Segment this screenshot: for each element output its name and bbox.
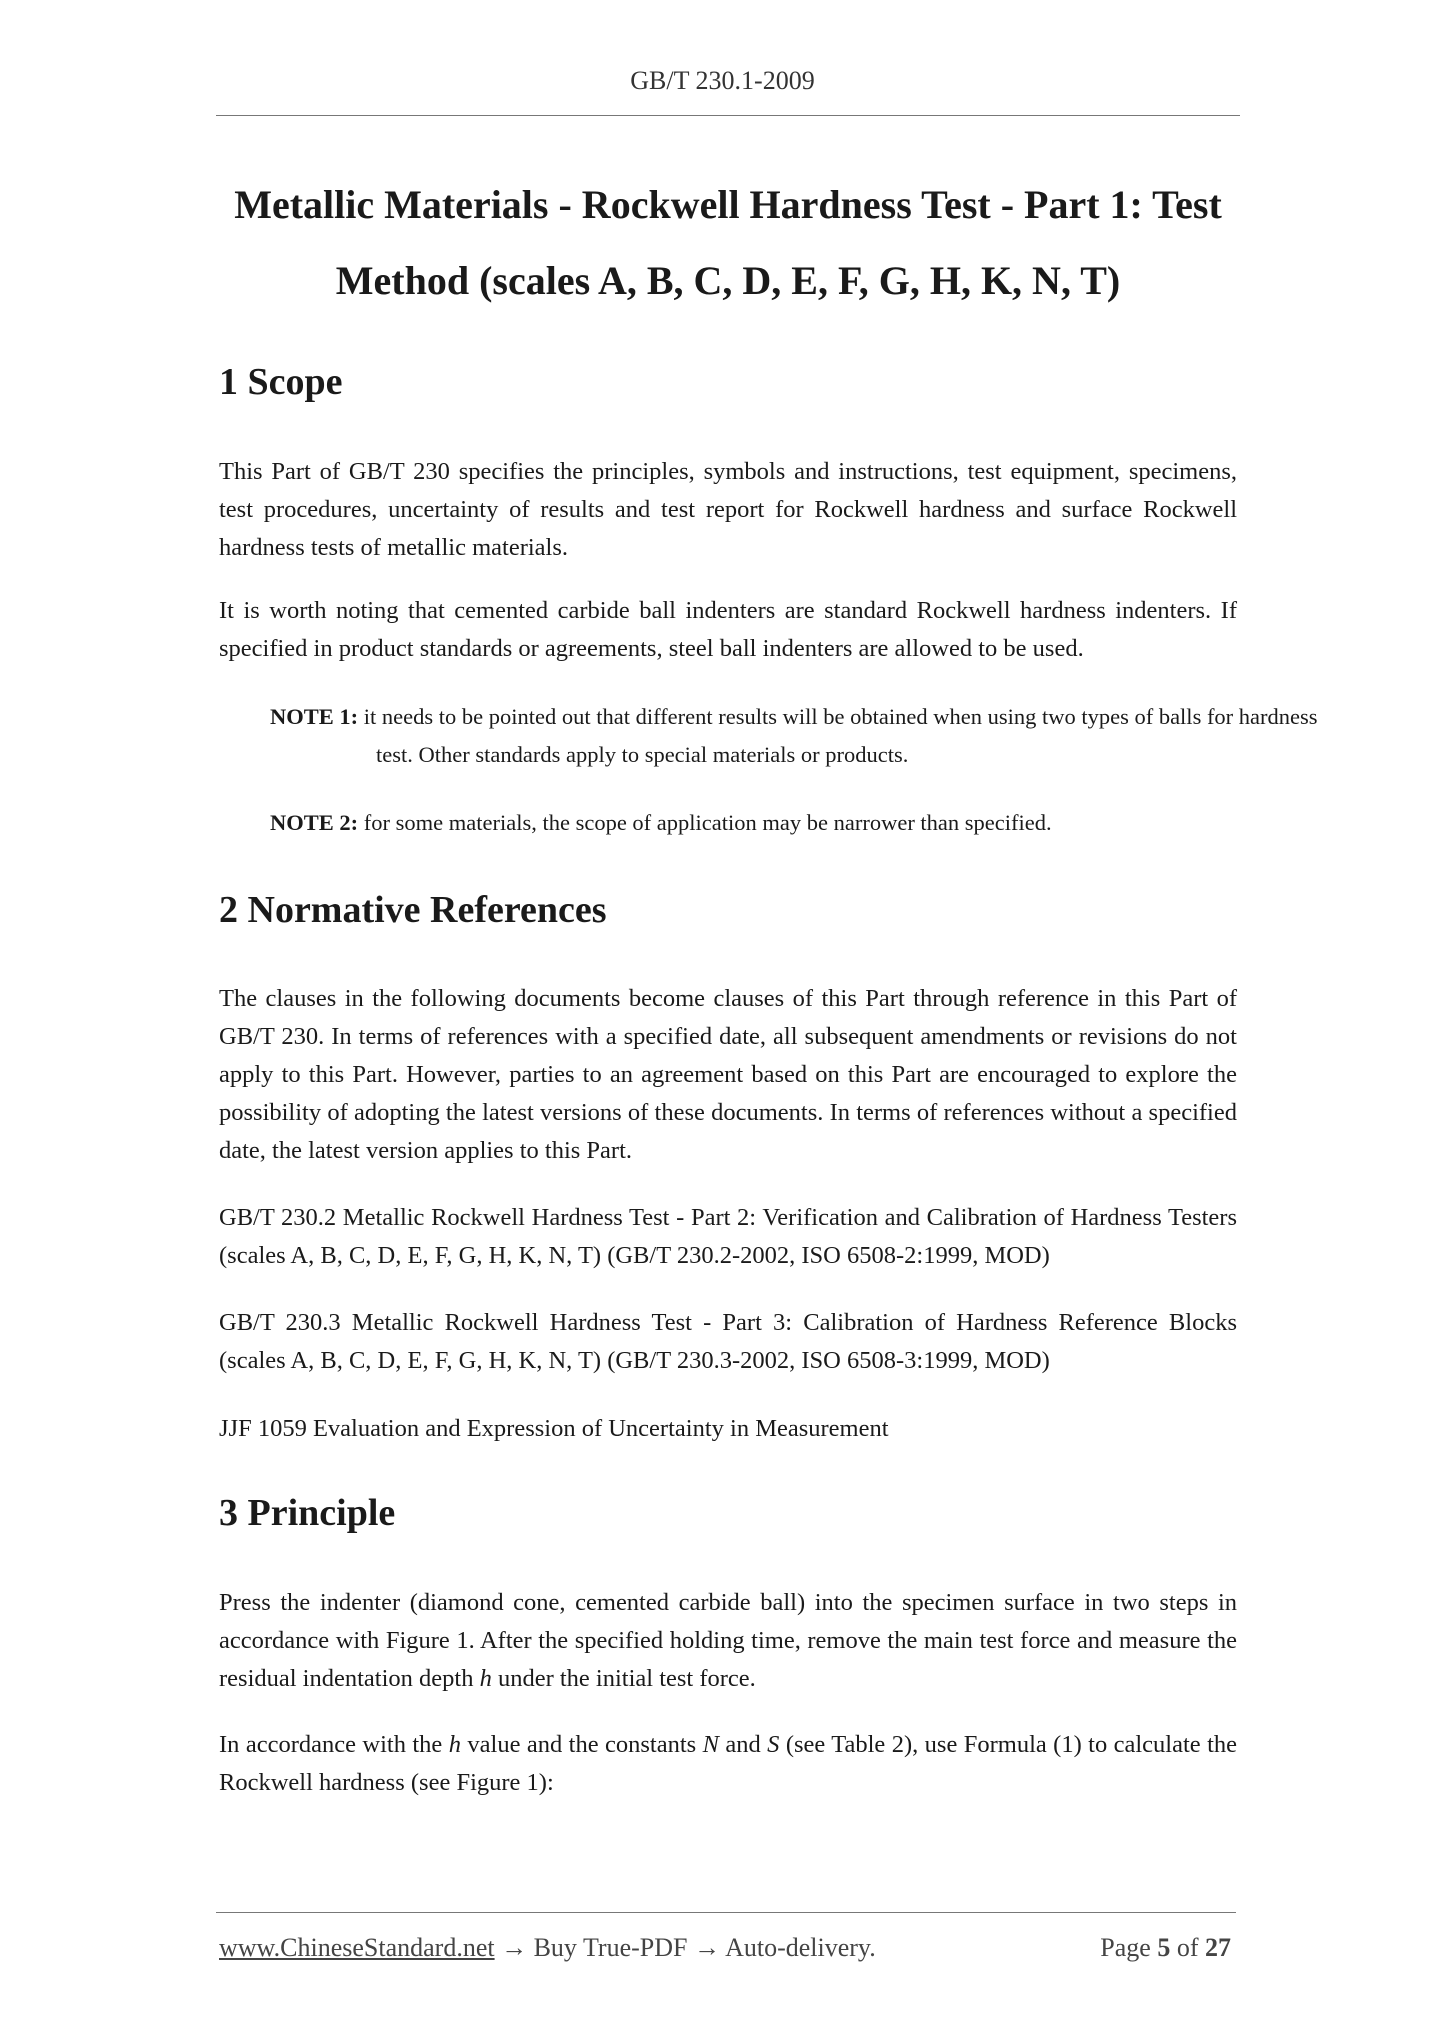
note-2-text: for some materials, the scope of application may be narrower than specified. xyxy=(363,810,1052,835)
note-1 xyxy=(270,698,1346,774)
buy-pdf-text: Buy True-PDF xyxy=(533,1933,688,1962)
principle-p2-text-b: value and the constants xyxy=(460,1731,703,1758)
principle-p2-text-a: In accordance with the xyxy=(219,1731,449,1758)
references-paragraph: The clauses in the following documents become clauses of this Part through reference in this Part of GB/T 230. In terms of references with a specified date, all subsequent amendments or revisions do not apply to this Part. However, parties to an agreement based on this Part are encouraged to explore the possibility of adopting the latest versions of these documents. In terms of references without a specified date, the latest version applies to this Part. xyxy=(219,985,1237,1164)
reference-gbt-230-2: GB/T 230.2 Metallic Rockwell Hardness Test - Part 2: Verification and Calibration of Hardness Testers (scales A, B, C, D, E, F, G, H, K, N, T) (GB/T 230.2-2002, ISO 6508-2:1999, MOD) xyxy=(219,1204,1237,1269)
section-heading-principle: 3 Principle xyxy=(219,1492,396,1534)
arrow-icon: → xyxy=(494,1933,534,1962)
scope-paragraph-1: This Part of GB/T 230 specifies the principles, symbols and instructions, test equipment, specimens, test procedures, uncertainty of results and test report for Rockwell hardness and surface Rockwell hardness tests of metallic materials. xyxy=(219,458,1237,561)
arrow-icon: → xyxy=(687,1933,726,1962)
section-heading-scope: 1 Scope xyxy=(219,361,343,403)
note-1-text: it needs to be pointed out that different results will be obtained when using two types of balls for hardness test. Other standards apply to special materials or products. xyxy=(363,704,1318,767)
reference-jjf-1059: JJF 1059 Evaluation and Expression of Uncertainty in Measurement xyxy=(219,1415,889,1442)
title-line-1: Metallic Materials - Rockwell Hardness Test - Part 1: Test xyxy=(234,182,1222,227)
standard-code-header: GB/T 230.1-2009 xyxy=(630,66,815,95)
principle-p2-text-d: (see Table 2), use Formula (1) to calculate the Rockwell hardness (see Figure 1): xyxy=(219,1731,1238,1796)
of-label: of xyxy=(1170,1933,1205,1962)
principle-paragraph-1 xyxy=(219,1584,1237,1698)
note-2-label: NOTE 2: xyxy=(270,810,359,835)
symbol-h: h xyxy=(479,1665,492,1692)
note-1-label: NOTE 1: xyxy=(270,704,359,729)
reference-gbt-230-3: GB/T 230.3 Metallic Rockwell Hardness Test - Part 3: Calibration of Hardness Reference Blocks (scales A, B, C, D, E, F, G, H, K, N, T) (GB/T 230.3-2002, ISO 6508-3:1999, MOD) xyxy=(219,1309,1237,1374)
total-pages: 27 xyxy=(1205,1933,1231,1962)
title-line-2: Method (scales A, B, C, D, E, F, G, H, K, N, T) xyxy=(335,258,1121,303)
symbol-n: N xyxy=(702,1731,719,1758)
footer-divider xyxy=(216,1912,1236,1913)
page-indicator xyxy=(1100,1933,1231,1963)
auto-delivery-text: Auto-delivery. xyxy=(725,1933,876,1962)
header-divider xyxy=(216,115,1240,116)
current-page-number: 5 xyxy=(1157,1933,1171,1962)
symbol-s: S xyxy=(767,1731,780,1758)
website-link[interactable]: www.ChineseStandard.net xyxy=(219,1933,495,1962)
footer-promo xyxy=(219,1933,876,1963)
note-2 xyxy=(270,804,1346,842)
principle-p1-text-b: under the initial test force. xyxy=(491,1665,756,1692)
principle-paragraph-2 xyxy=(219,1726,1237,1802)
principle-p2-text-c: and xyxy=(718,1731,768,1758)
page-label: Page xyxy=(1100,1933,1158,1962)
scope-paragraph-2: It is worth noting that cemented carbide ball indenters are standard Rockwell hardness indenters. If specified in product standards or agreements, steel ball indenters are allowed to be used. xyxy=(219,597,1237,662)
symbol-h: h xyxy=(448,1731,461,1758)
document-title xyxy=(216,167,1240,319)
section-heading-references: 2 Normative References xyxy=(219,889,607,931)
principle-p1-text-a: Press the indenter (diamond cone, cemented carbide ball) into the specimen surface in two steps in accordance with Figure 1. After the specified holding time, remove the main test force and measure the residual indentation depth xyxy=(219,1589,1237,1692)
